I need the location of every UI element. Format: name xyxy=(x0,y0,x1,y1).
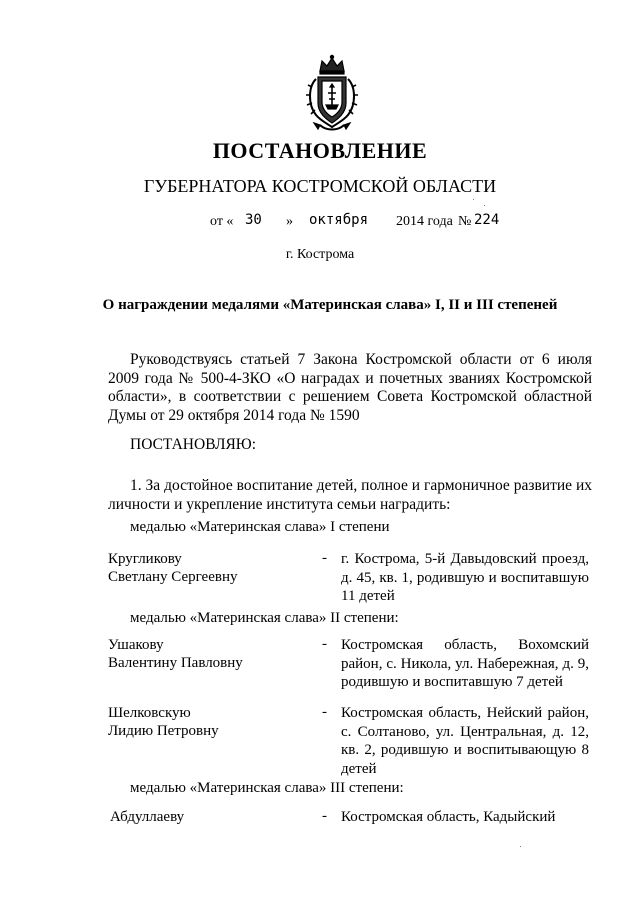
document-subtitle: ГУБЕРНАТОРА КОСТРОМСКОЙ ОБЛАСТИ xyxy=(143,176,497,196)
number-sign: № xyxy=(458,214,472,229)
recipient-surname: Абдуллаеву xyxy=(110,809,185,825)
document-heading: О награждении медалями «Материнская слава» I, II и III степеней xyxy=(102,297,558,313)
document-city: г. Кострома xyxy=(285,247,355,262)
recipient-given-name: Лидию Петровну xyxy=(108,723,219,739)
recipient-dash: - xyxy=(322,704,327,720)
recipient-given-name: Светлану Сергеевну xyxy=(108,569,238,585)
document-title: ПОСТАНОВЛЕНИЕ xyxy=(212,138,428,163)
scan-speck xyxy=(520,846,521,847)
date-year: 2014 года xyxy=(396,214,453,229)
preamble-paragraph: Руководствуясь статьей 7 Закона Костромской области от 6 июля 2009 года № 500-4-ЗКО «О наградах и почетных званиях Костромской области», в соответствии с решением Совета Костромской областной Думы от 29 октября 2014 года № 1590 xyxy=(108,351,592,424)
medal-heading-1: медалью «Материнская слава» I степени xyxy=(130,519,390,535)
recipient-dash: - xyxy=(322,808,327,824)
recipient-surname: Кругликову xyxy=(108,551,182,567)
recipient-details: Костромская область, Кадыйский xyxy=(341,809,556,825)
date-prefix: от « xyxy=(210,214,234,229)
decree-word: ПОСТАНОВЛЯЮ: xyxy=(130,436,257,453)
recipient-surname: Ушакову xyxy=(108,637,164,653)
recipient-dash: - xyxy=(322,636,327,652)
recipient-details: Костромская область, Нейский район, с. Солтаново, ул. Центральная, д. 12, кв. 2, родившую и воспитывающую 8 детей xyxy=(341,705,589,777)
document-number: 224 xyxy=(474,212,500,228)
date-close-quote: » xyxy=(286,214,293,229)
clause-1: 1. За достойное воспитание детей, полное и гармоничное развитие их личности и укрепление института семьи наградить: xyxy=(108,477,592,513)
medal-heading-2: медалью «Материнская слава» II степени: xyxy=(130,610,399,626)
recipient-surname: Шелковскую xyxy=(108,705,191,721)
recipient-details: Костромская область, Вохомский район, с. Никола, ул. Набережная, д. 9, родившую и воспитавшую 7 детей xyxy=(341,637,589,690)
scan-speck xyxy=(473,199,474,200)
recipient-details: г. Кострома, 5-й Давыдовский проезд, д. 45, кв. 1, родившую и воспитавшую 11 детей xyxy=(341,551,589,604)
date-month: октября xyxy=(309,212,369,228)
recipient-dash: - xyxy=(322,550,327,566)
scan-speck xyxy=(484,205,485,206)
medal-heading-3: медалью «Материнская слава» III степени: xyxy=(130,780,404,796)
recipient-given-name: Валентину Павловну xyxy=(108,655,243,671)
coat-of-arms-emblem xyxy=(300,53,364,133)
date-day: 30 xyxy=(245,212,262,228)
